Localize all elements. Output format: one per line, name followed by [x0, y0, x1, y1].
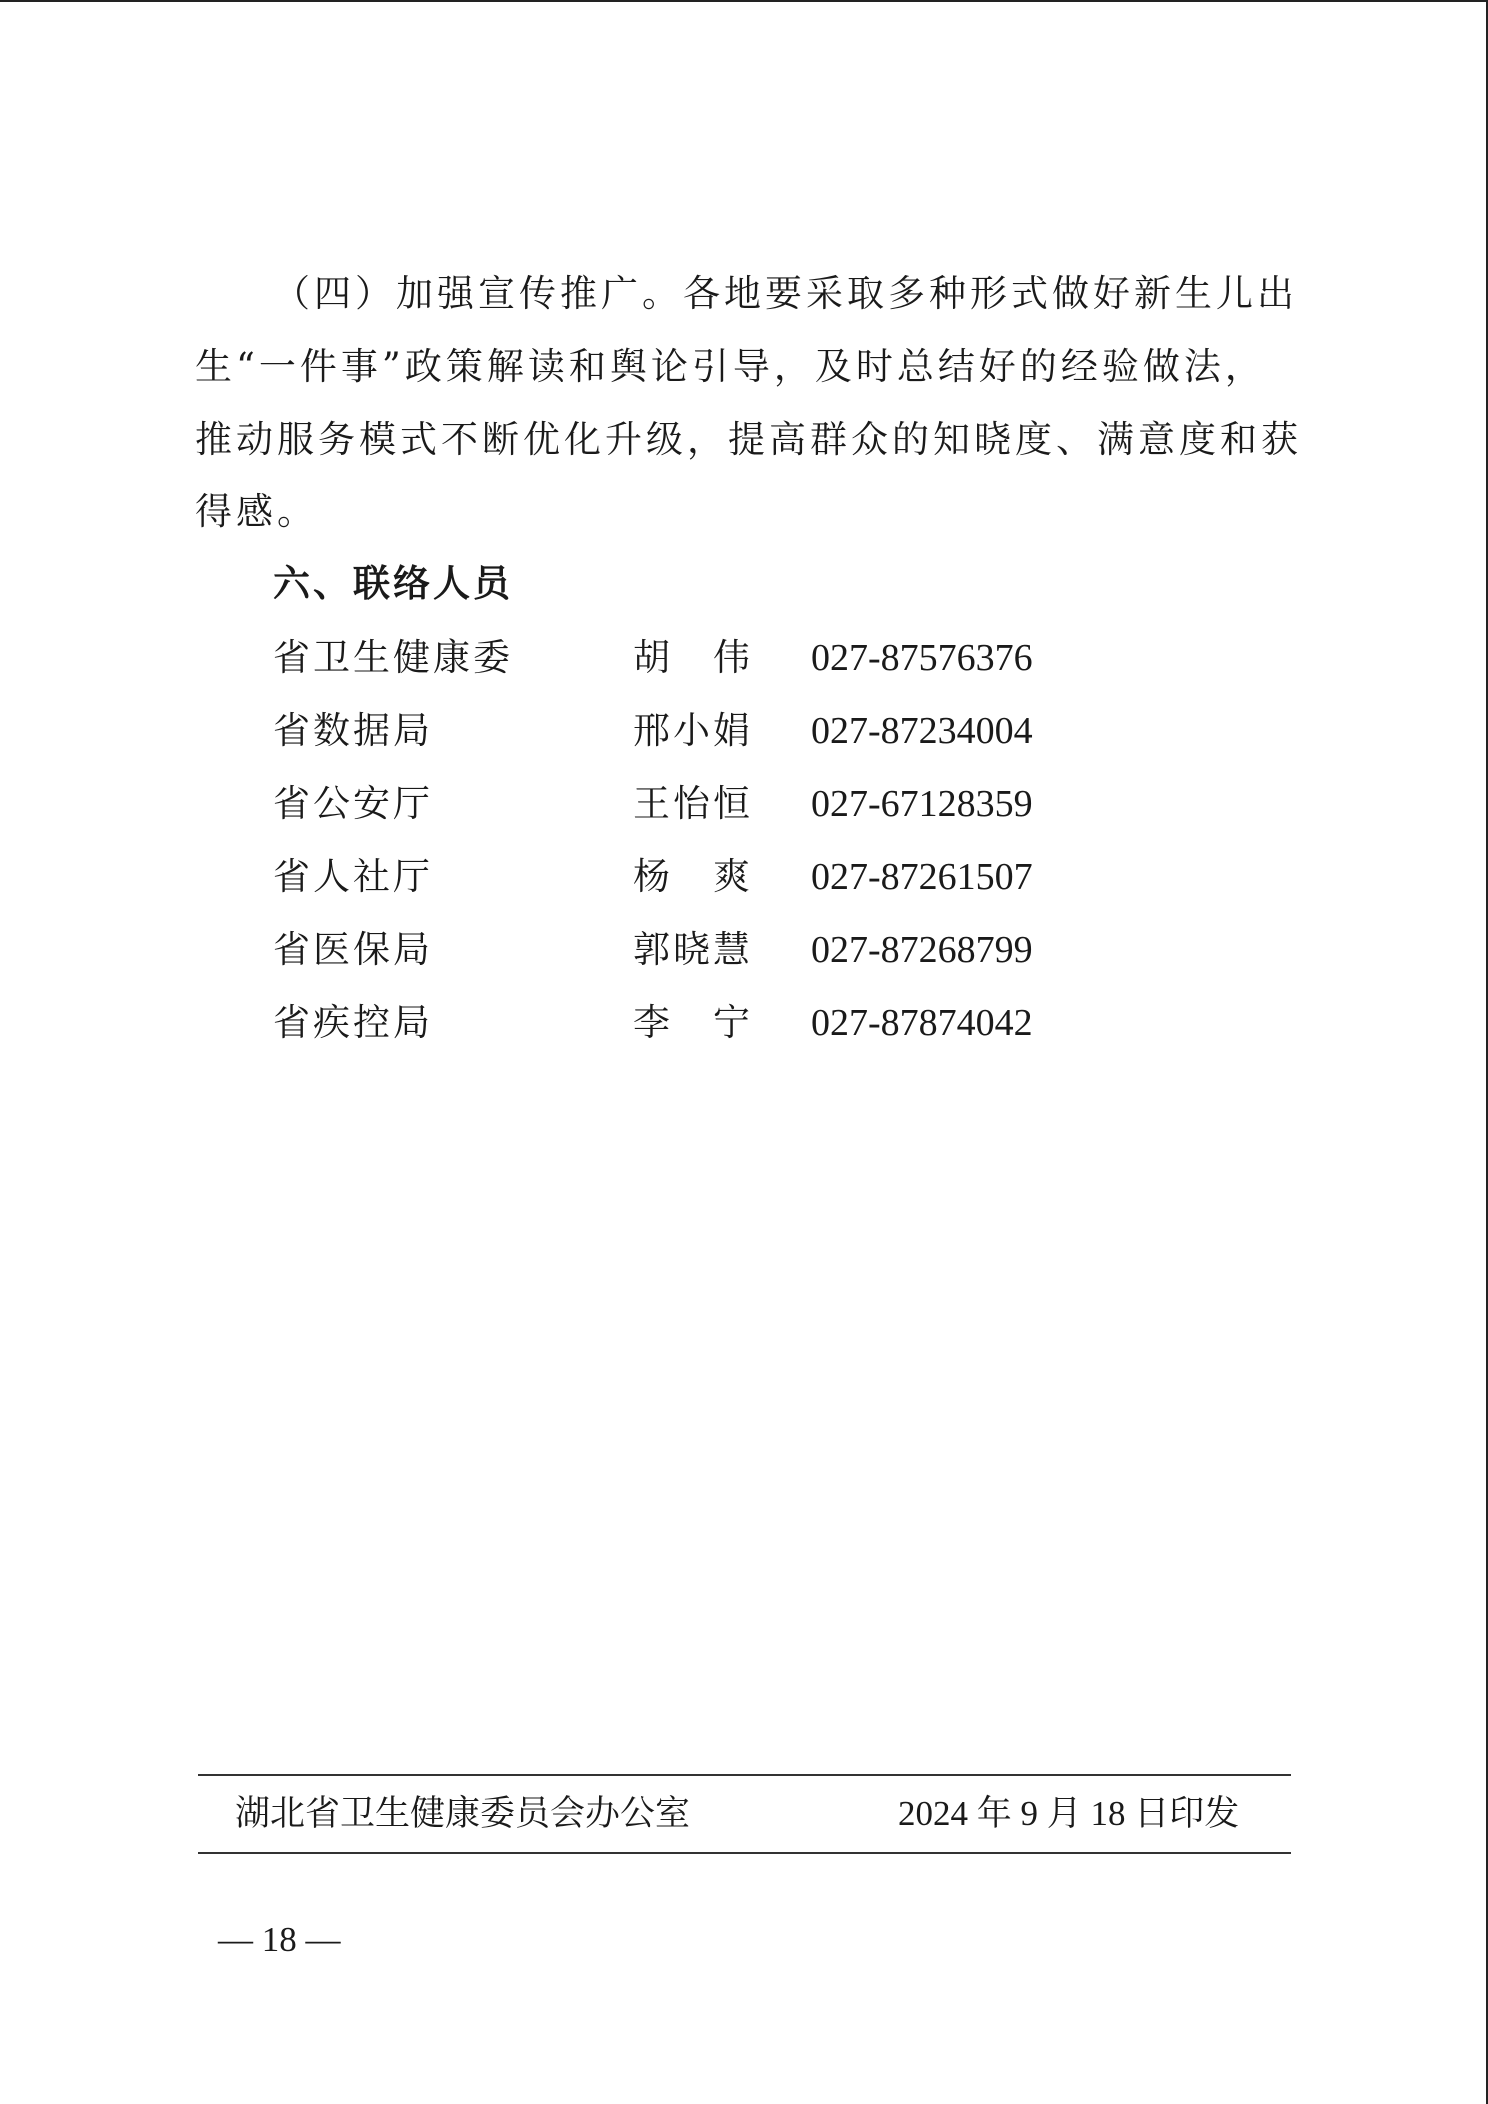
contact-phone: 027-67128359	[811, 783, 1033, 825]
contact-name: 郭晓慧	[633, 928, 753, 971]
contact-phone: 027-87874042	[811, 1002, 1033, 1044]
contact-department: 省数据局	[273, 709, 433, 752]
contact-department: 省医保局	[273, 928, 433, 971]
contact-name: 胡 伟	[633, 636, 753, 679]
issuer-name: 湖北省卫生健康委员会办公室	[235, 1794, 691, 1834]
contact-phone: 027-87576376	[811, 637, 1033, 679]
issue-date: 2024 年 9 月 18 日印发	[898, 1794, 1240, 1833]
contact-department: 省疾控局	[273, 1001, 433, 1044]
contact-name: 李 宁	[633, 1001, 753, 1044]
paragraph-line: 生“一件事”政策解读和舆论引导，及时总结好的经验做法，	[195, 345, 1266, 388]
contact-department: 省公安厅	[273, 782, 433, 825]
footer-rule-bottom	[198, 1852, 1291, 1854]
footer-rule-top	[198, 1774, 1291, 1776]
contact-department: 省卫生健康委	[273, 636, 513, 679]
contact-phone: 027-87268799	[811, 929, 1033, 971]
contact-phone: 027-87261507	[811, 856, 1033, 898]
contact-phone: 027-87234004	[811, 710, 1033, 752]
contact-name: 王怡恒	[633, 782, 753, 825]
page-number: — 18 —	[218, 1920, 341, 1959]
page-border-top	[0, 0, 1488, 2]
paragraph-line: 推动服务模式不断优化升级，提高群众的知晓度、满意度和获	[195, 418, 1302, 461]
paragraph-line: （四）加强宣传推广。各地要采取多种形式做好新生儿出	[273, 272, 1298, 315]
paragraph-line: 得感。	[195, 490, 318, 533]
section-heading: 六、联络人员	[273, 562, 513, 605]
contact-department: 省人社厅	[273, 855, 433, 898]
contact-name: 邢小娟	[633, 709, 753, 752]
contact-name: 杨 爽	[633, 855, 753, 898]
